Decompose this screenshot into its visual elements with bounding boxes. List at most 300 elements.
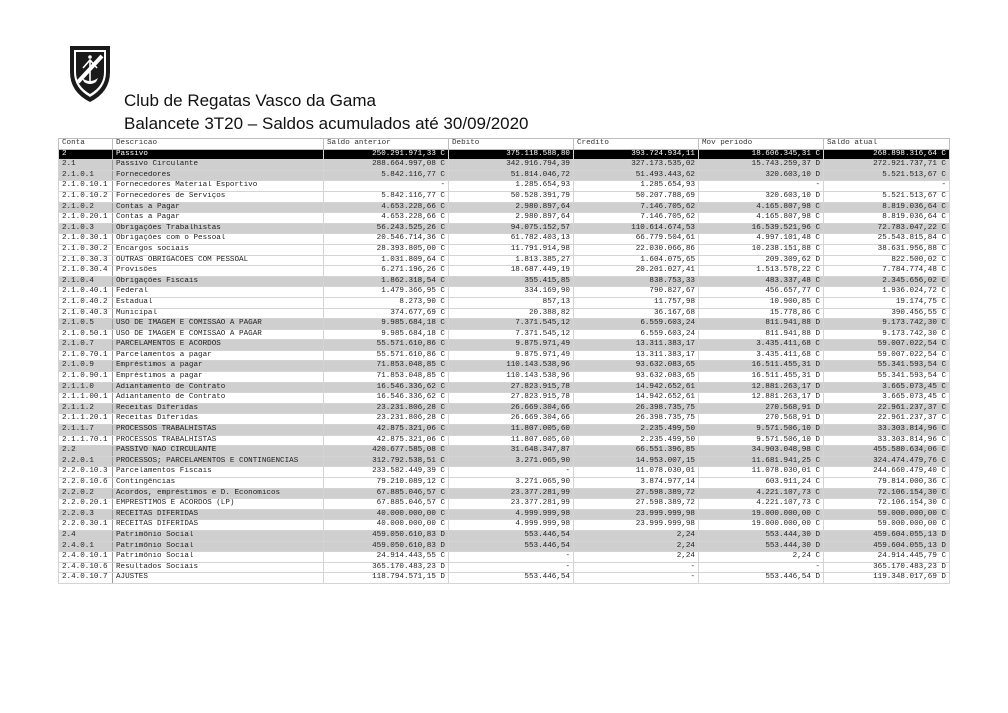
cell-debito: 553.446,54 — [449, 573, 574, 584]
cell-saldo-anterior: 20.546.714,36 C — [324, 234, 449, 245]
cell-mov-periodo: 1.513.578,22 C — [699, 266, 824, 277]
cell-mov-periodo: 270.568,91 D — [699, 403, 824, 414]
cell-debito: 26.669.304,66 — [449, 403, 574, 414]
table-row — [59, 181, 950, 192]
cell-debito: 857,13 — [449, 297, 574, 308]
cell-conta: 2.4.0.1 — [59, 541, 113, 552]
cell-credito: 14.942.652,61 — [574, 393, 699, 404]
cell-mov-periodo: 11.078.030,01 C — [699, 467, 824, 478]
cell-conta: 2.2.0.10.6 — [59, 478, 113, 489]
cell-saldo-anterior: 1.031.809,64 C — [324, 255, 449, 266]
table-row — [59, 191, 950, 202]
cell-mov-periodo: 4.165.807,98 C — [699, 202, 824, 213]
cell-saldo-anterior: 42.875.321,06 C — [324, 435, 449, 446]
cell-credito: 11.757,98 — [574, 297, 699, 308]
cell-saldo-anterior: 374.677,69 C — [324, 308, 449, 319]
cell-saldo-atual: 365.170.483,23 D — [824, 562, 950, 573]
table-row — [59, 340, 950, 351]
table-row — [59, 467, 950, 478]
cell-credito: 50.207.788,69 — [574, 191, 699, 202]
cell-saldo-atual: 9.173.742,30 C — [824, 319, 950, 330]
cell-credito: 20.201.027,41 — [574, 266, 699, 277]
cell-mov-periodo: - — [699, 562, 824, 573]
cell-descricao: USO DE IMAGEM E COMISSAO A PAGAR — [113, 329, 324, 340]
cell-descricao: OUTRAS OBRIGACOES COM PESSOAL — [113, 255, 324, 266]
cell-credito: 838.753,33 — [574, 276, 699, 287]
cell-saldo-atual: 22.961.237,37 C — [824, 414, 950, 425]
cell-credito: 66.551.396,85 — [574, 446, 699, 457]
cell-conta: 2.1.0.3 — [59, 223, 113, 234]
cell-conta: 2.1.0.70.1 — [59, 350, 113, 361]
cell-saldo-anterior: 420.677.585,08 C — [324, 446, 449, 457]
table-row — [59, 350, 950, 361]
cell-credito: 2,24 — [574, 541, 699, 552]
cell-debito: 110.143.538,96 — [449, 361, 574, 372]
cell-descricao: RECEITAS DIFERIDAS — [113, 509, 324, 520]
cell-conta: 2.1.0.40.2 — [59, 297, 113, 308]
cell-conta: 2.1.0.2 — [59, 202, 113, 213]
cell-saldo-atual: 272.921.737,71 C — [824, 160, 950, 171]
cell-saldo-anterior: 312.792.538,51 C — [324, 456, 449, 467]
cell-saldo-atual: 33.303.814,96 C — [824, 425, 950, 436]
cell-descricao: Adiantamento de Contrato — [113, 382, 324, 393]
cell-debito: 27.823.915,78 — [449, 393, 574, 404]
cell-debito: 9.875.971,49 — [449, 350, 574, 361]
cell-debito: 4.999.999,98 — [449, 509, 574, 520]
cell-credito: 1.285.654,93 — [574, 181, 699, 192]
cell-conta: 2.1.0.50.1 — [59, 329, 113, 340]
cell-mov-periodo: 320.603,10 D — [699, 191, 824, 202]
cell-saldo-anterior: 459.050.610,83 D — [324, 530, 449, 541]
cell-mov-periodo: 4.997.101,48 C — [699, 234, 824, 245]
cell-conta: 2.1.0.40.1 — [59, 287, 113, 298]
cell-debito: 11.807.005,60 — [449, 435, 574, 446]
cell-mov-periodo: 16.539.521,96 C — [699, 223, 824, 234]
table-row — [59, 541, 950, 552]
cell-credito: 790.827,67 — [574, 287, 699, 298]
cell-saldo-atual: 25.543.815,84 C — [824, 234, 950, 245]
cell-mov-periodo: 811.941,88 D — [699, 329, 824, 340]
cell-descricao: Contingências — [113, 478, 324, 489]
cell-saldo-atual: 459.604.055,13 D — [824, 530, 950, 541]
cell-debito: 342.916.794,39 — [449, 160, 574, 171]
cell-conta: 2.1.0.90.1 — [59, 372, 113, 383]
balance-table — [58, 138, 950, 584]
cell-saldo-atual: 24.914.445,79 C — [824, 552, 950, 563]
cell-saldo-anterior: - — [324, 181, 449, 192]
cell-saldo-atual: 79.814.000,36 C — [824, 478, 950, 489]
cell-debito: 2.980.897,64 — [449, 213, 574, 224]
cell-conta: 2.1.1.00.1 — [59, 393, 113, 404]
cell-mov-periodo: 19.000.000,00 C — [699, 520, 824, 531]
cell-saldo-atual: 3.665.073,45 C — [824, 393, 950, 404]
cell-debito: 18.687.449,19 — [449, 266, 574, 277]
cell-saldo-atual: 59.007.022,54 C — [824, 350, 950, 361]
cell-debito: 61.782.403,13 — [449, 234, 574, 245]
cell-credito: 23.999.999,98 — [574, 509, 699, 520]
table-row — [59, 414, 950, 425]
cell-mov-periodo: 3.435.411,68 C — [699, 350, 824, 361]
cell-descricao: Contas a Pagar — [113, 213, 324, 224]
cell-saldo-anterior: 40.000.000,00 C — [324, 509, 449, 520]
cell-saldo-atual: 324.474.479,76 C — [824, 456, 950, 467]
cell-saldo-atual: 9.173.742,30 C — [824, 329, 950, 340]
table-row — [59, 234, 950, 245]
cell-mov-periodo: 10.900,85 C — [699, 297, 824, 308]
cell-mov-periodo: 19.000.000,00 C — [699, 509, 824, 520]
cell-saldo-anterior: 40.000.000,00 C — [324, 520, 449, 531]
cell-mov-periodo: 4.165.807,98 C — [699, 213, 824, 224]
cell-saldo-atual: 59.007.022,54 C — [824, 340, 950, 351]
cell-mov-periodo: 12.881.263,17 D — [699, 393, 824, 404]
report-title: Balancete 3T20 – Saldos acumulados até 30/09/2020 — [124, 114, 529, 133]
cell-saldo-atual: 5.521.513,67 C — [824, 191, 950, 202]
cell-credito: 93.632.083,65 — [574, 361, 699, 372]
cell-saldo-anterior: 16.546.336,62 C — [324, 382, 449, 393]
cell-descricao: PROCESSOS TRABALHISTAS — [113, 435, 324, 446]
cell-descricao: Fornecedores de Serviços — [113, 191, 324, 202]
cell-descricao: Fornecedores Material Esportivo — [113, 181, 324, 192]
cell-saldo-anterior: 24.914.443,55 C — [324, 552, 449, 563]
table-row — [59, 393, 950, 404]
cell-saldo-anterior: 118.794.571,15 D — [324, 573, 449, 584]
cell-descricao: EMPRESTIMOS E ACORDOS (LP) — [113, 499, 324, 510]
cell-debito: 3.271.065,90 — [449, 456, 574, 467]
cell-conta: 2.1.1.7 — [59, 425, 113, 436]
cell-credito: 26.398.735,75 — [574, 414, 699, 425]
cell-mov-periodo: 4.221.107,73 C — [699, 499, 824, 510]
table-row — [59, 266, 950, 277]
cell-mov-periodo: 12.881.263,17 D — [699, 382, 824, 393]
cell-credito: - — [574, 573, 699, 584]
cell-saldo-atual: 1.936.024,72 C — [824, 287, 950, 298]
cell-saldo-anterior: 71.853.048,85 C — [324, 361, 449, 372]
cell-credito: 6.559.603,24 — [574, 329, 699, 340]
cell-conta: 2.4.0.10.6 — [59, 562, 113, 573]
cell-credito: 13.311.383,17 — [574, 340, 699, 351]
cell-debito: 7.371.545,12 — [449, 329, 574, 340]
cell-credito: 327.173.535,02 — [574, 160, 699, 171]
cell-mov-periodo: 553.444,30 D — [699, 541, 824, 552]
cell-conta: 2.2 — [59, 446, 113, 457]
cell-saldo-anterior: 365.170.483,23 D — [324, 562, 449, 573]
cell-conta: 2.1.0.5 — [59, 319, 113, 330]
cell-saldo-atual: 59.000.000,00 C — [824, 520, 950, 531]
cell-mov-periodo: 2,24 C — [699, 552, 824, 563]
column-header-debito: Debito — [449, 139, 574, 150]
cell-credito: 27.598.389,72 — [574, 499, 699, 510]
column-header-credito: Credito — [574, 139, 699, 150]
cell-conta: 2.1.1.2 — [59, 403, 113, 414]
cell-mov-periodo: 483.337,48 C — [699, 276, 824, 287]
cell-descricao: Obrigações com o Pessoal — [113, 234, 324, 245]
cell-mov-periodo: 3.435.411,68 C — [699, 340, 824, 351]
cell-mov-periodo: 270.568,91 D — [699, 414, 824, 425]
cell-saldo-anterior: 28.393.805,00 C — [324, 244, 449, 255]
table-row — [59, 509, 950, 520]
table-row — [59, 202, 950, 213]
table-row — [59, 308, 950, 319]
table-row — [59, 435, 950, 446]
cell-mov-periodo: 603.911,24 C — [699, 478, 824, 489]
cell-conta: 2 — [59, 149, 113, 160]
cell-conta: 2.4 — [59, 530, 113, 541]
cell-debito: - — [449, 552, 574, 563]
table-row — [59, 170, 950, 181]
cell-mov-periodo: 18.606.345,31 C — [699, 149, 824, 160]
cell-saldo-atual: 55.341.593,54 C — [824, 361, 950, 372]
table-row — [59, 530, 950, 541]
cell-debito: 23.377.281,99 — [449, 499, 574, 510]
cell-credito: 2.235.499,50 — [574, 435, 699, 446]
cell-descricao: PASSIVO NÃO CIRCULANTE — [113, 446, 324, 457]
cell-saldo-atual: 7.784.774,48 C — [824, 266, 950, 277]
cell-mov-periodo: 320.603,10 D — [699, 170, 824, 181]
cell-mov-periodo: 9.571.506,10 D — [699, 425, 824, 436]
cell-mov-periodo: 9.571.506,10 D — [699, 435, 824, 446]
cell-descricao: Estadual — [113, 297, 324, 308]
cell-mov-periodo: 16.511.455,31 D — [699, 361, 824, 372]
cell-conta: 2.1.1.0 — [59, 382, 113, 393]
table-row — [59, 160, 950, 171]
cell-saldo-atual: 244.660.479,40 C — [824, 467, 950, 478]
cell-conta: 2.1.0.4 — [59, 276, 113, 287]
cell-saldo-anterior: 79.210.089,12 C — [324, 478, 449, 489]
cell-credito: 93.632.083,65 — [574, 372, 699, 383]
cell-saldo-atual: 72.106.154,30 C — [824, 499, 950, 510]
table-row — [59, 329, 950, 340]
cell-credito: 66.779.504,61 — [574, 234, 699, 245]
cell-saldo-anterior: 9.985.684,18 C — [324, 319, 449, 330]
cell-debito: 2.980.897,64 — [449, 202, 574, 213]
table-row — [59, 149, 950, 160]
cell-credito: 7.146.705,62 — [574, 202, 699, 213]
cell-mov-periodo: - — [699, 181, 824, 192]
cell-conta: 2.1.0.30.2 — [59, 244, 113, 255]
cell-saldo-anterior: 288.664.997,08 C — [324, 160, 449, 171]
cell-conta: 2.2.0.1 — [59, 456, 113, 467]
cell-debito: 51.814.046,72 — [449, 170, 574, 181]
cell-credito: 2,24 — [574, 552, 699, 563]
cell-credito: 26.398.735,75 — [574, 403, 699, 414]
cell-debito: - — [449, 467, 574, 478]
cell-descricao: Patrimônio Social — [113, 541, 324, 552]
cell-saldo-anterior: 459.050.610,83 D — [324, 541, 449, 552]
cell-credito: 22.030.066,86 — [574, 244, 699, 255]
cell-debito: 1.813.385,27 — [449, 255, 574, 266]
cell-saldo-anterior: 233.582.449,39 C — [324, 467, 449, 478]
cell-credito: 2,24 — [574, 530, 699, 541]
column-header-mov-periodo: Mov periodo — [699, 139, 824, 150]
cell-saldo-anterior: 5.842.116,77 C — [324, 170, 449, 181]
cell-debito: 27.823.915,78 — [449, 382, 574, 393]
cell-saldo-anterior: 5.842.116,77 C — [324, 191, 449, 202]
cell-credito: 2.235.499,50 — [574, 425, 699, 436]
table-row — [59, 382, 950, 393]
cell-descricao: Provisões — [113, 266, 324, 277]
cell-debito: 94.075.152,57 — [449, 223, 574, 234]
cell-conta: 2.4.0.10.1 — [59, 552, 113, 563]
cell-descricao: Patrimônio Social — [113, 530, 324, 541]
table-row — [59, 372, 950, 383]
table-body — [59, 149, 950, 583]
cell-debito: 23.377.281,99 — [449, 488, 574, 499]
cell-saldo-anterior: 4.653.228,66 C — [324, 213, 449, 224]
column-header-descricao: Descricao — [113, 139, 324, 150]
table-row — [59, 478, 950, 489]
cell-saldo-anterior: 23.231.806,28 C — [324, 414, 449, 425]
cell-conta: 2.2.0.2 — [59, 488, 113, 499]
cell-descricao: Adiantamento de Contrato — [113, 393, 324, 404]
cell-credito: 51.493.443,62 — [574, 170, 699, 181]
cell-descricao: Empréstimos a pagar — [113, 361, 324, 372]
cell-saldo-anterior: 67.885.046,57 C — [324, 488, 449, 499]
cell-debito: 553.446,54 — [449, 530, 574, 541]
cell-descricao: Passivo Circulante — [113, 160, 324, 171]
table-header-row — [59, 139, 950, 150]
table-row — [59, 425, 950, 436]
cell-saldo-anterior: 23.231.806,28 C — [324, 403, 449, 414]
table-row — [59, 488, 950, 499]
cell-mov-periodo: 34.903.048,98 C — [699, 446, 824, 457]
cell-saldo-atual: 2.345.656,02 C — [824, 276, 950, 287]
cell-descricao: Receitas Diferidas — [113, 403, 324, 414]
cell-descricao: Contas a Pagar — [113, 202, 324, 213]
cell-mov-periodo: 16.511.455,31 D — [699, 372, 824, 383]
table-row — [59, 287, 950, 298]
cell-saldo-atual: 38.631.956,88 C — [824, 244, 950, 255]
cell-credito: 1.604.075,65 — [574, 255, 699, 266]
cell-conta: 2.4.0.10.7 — [59, 573, 113, 584]
cell-saldo-atual: 8.819.036,64 C — [824, 202, 950, 213]
cell-debito: 9.875.971,49 — [449, 340, 574, 351]
cell-saldo-anterior: 6.271.196,26 C — [324, 266, 449, 277]
cell-debito: 7.371.545,12 — [449, 319, 574, 330]
cell-saldo-atual: 8.819.036,64 C — [824, 213, 950, 224]
vasco-crest-logo — [66, 42, 114, 104]
cell-mov-periodo: 11.681.941,25 C — [699, 456, 824, 467]
cell-saldo-anterior: 9.985.684,18 C — [324, 329, 449, 340]
cell-conta: 2.2.0.30.1 — [59, 520, 113, 531]
cell-mov-periodo: 4.221.107,73 C — [699, 488, 824, 499]
table-row — [59, 403, 950, 414]
table-row — [59, 223, 950, 234]
cell-descricao: Passivo — [113, 149, 324, 160]
cell-mov-periodo: 10.238.151,88 C — [699, 244, 824, 255]
cell-saldo-anterior: 71.853.048,85 C — [324, 372, 449, 383]
cell-descricao: AJUSTES — [113, 573, 324, 584]
table-row — [59, 446, 950, 457]
cell-debito: 355.415,85 — [449, 276, 574, 287]
cell-descricao: PROCESSOS; PARCELAMENTOS E CONTINGENCIAS — [113, 456, 324, 467]
cell-mov-periodo: 553.444,30 D — [699, 530, 824, 541]
table-row — [59, 573, 950, 584]
column-header-saldo-atual: Saldo atual — [824, 139, 950, 150]
cell-conta: 2.1.0.1 — [59, 170, 113, 181]
cell-saldo-anterior: 55.571.610,86 C — [324, 350, 449, 361]
cell-conta: 2.1.0.30.3 — [59, 255, 113, 266]
cell-credito: 23.999.999,98 — [574, 520, 699, 531]
table-row — [59, 456, 950, 467]
cell-conta: 2.1.1.70.1 — [59, 435, 113, 446]
cell-mov-periodo: 811.941,88 D — [699, 319, 824, 330]
cell-credito: 14.942.652,61 — [574, 382, 699, 393]
cell-credito: 13.311.383,17 — [574, 350, 699, 361]
cell-saldo-atual: 455.580.634,06 C — [824, 446, 950, 457]
cell-mov-periodo: 456.657,77 C — [699, 287, 824, 298]
table-row — [59, 244, 950, 255]
cell-conta: 2.2.0.10.3 — [59, 467, 113, 478]
cell-credito: 3.874.977,14 — [574, 478, 699, 489]
cell-descricao: Federal — [113, 287, 324, 298]
cell-mov-periodo: 209.309,62 D — [699, 255, 824, 266]
cell-credito: 7.146.705,62 — [574, 213, 699, 224]
cell-saldo-atual: 59.000.000,00 C — [824, 509, 950, 520]
cell-descricao: Encargos sociais — [113, 244, 324, 255]
cell-descricao: Resultados Sociais — [113, 562, 324, 573]
cell-saldo-anterior: 250.291.971,33 C — [324, 149, 449, 160]
cell-conta: 2.1 — [59, 160, 113, 171]
cell-debito: 20.388,82 — [449, 308, 574, 319]
cell-saldo-atual: 459.604.055,13 D — [824, 541, 950, 552]
cell-saldo-atual: 33.303.814,96 C — [824, 435, 950, 446]
cell-saldo-anterior: 56.243.525,26 C — [324, 223, 449, 234]
cell-saldo-anterior: 1.862.318,54 C — [324, 276, 449, 287]
cell-descricao: Parcelamentos a pagar — [113, 350, 324, 361]
table-row — [59, 297, 950, 308]
cell-saldo-atual: 72.106.154,30 C — [824, 488, 950, 499]
cell-descricao: RECEITAS DIFERIDAS — [113, 520, 324, 531]
cell-descricao: PARCELAMENTOS E ACORDOS — [113, 340, 324, 351]
cell-debito: 3.271.065,90 — [449, 478, 574, 489]
cell-saldo-anterior: 55.571.610,86 C — [324, 340, 449, 351]
cell-descricao: Acordos, empréstimos e D. Economicos — [113, 488, 324, 499]
cell-conta: 2.1.0.20.1 — [59, 213, 113, 224]
cell-credito: - — [574, 562, 699, 573]
cell-saldo-atual: 19.174,75 C — [824, 297, 950, 308]
cell-descricao: Municipal — [113, 308, 324, 319]
cell-debito: 334.169,90 — [449, 287, 574, 298]
cell-credito: 11.078.030,01 — [574, 467, 699, 478]
cell-saldo-anterior: 16.546.336,62 C — [324, 393, 449, 404]
cell-conta: 2.2.0.20.1 — [59, 499, 113, 510]
club-name: Club de Regatas Vasco da Gama — [124, 91, 376, 110]
cell-saldo-anterior: 67.885.046,57 C — [324, 499, 449, 510]
table-row — [59, 276, 950, 287]
column-header-conta: Conta — [59, 139, 113, 150]
table-row — [59, 520, 950, 531]
cell-debito: 4.999.999,98 — [449, 520, 574, 531]
table-row — [59, 319, 950, 330]
column-header-saldo-anterior: Saldo anterior — [324, 139, 449, 150]
cell-mov-periodo: 15.778,86 C — [699, 308, 824, 319]
cell-credito: 14.953.007,15 — [574, 456, 699, 467]
cell-mov-periodo: 553.446,54 D — [699, 573, 824, 584]
cell-saldo-atual: 22.961.237,37 C — [824, 403, 950, 414]
cell-debito: 1.285.654,93 — [449, 181, 574, 192]
cell-descricao: Receitas Diferidas — [113, 414, 324, 425]
cell-descricao: Obrigações Trabalhistas — [113, 223, 324, 234]
cell-descricao: Patrimônio Social — [113, 552, 324, 563]
cell-saldo-anterior: 1.479.366,95 C — [324, 287, 449, 298]
cell-debito: - — [449, 562, 574, 573]
table-row — [59, 255, 950, 266]
cell-credito: 36.167,68 — [574, 308, 699, 319]
cell-saldo-atual: 3.665.073,45 C — [824, 382, 950, 393]
cell-conta: 2.1.0.40.3 — [59, 308, 113, 319]
cell-descricao: Fornecedores — [113, 170, 324, 181]
cell-saldo-anterior: 4.653.228,66 C — [324, 202, 449, 213]
